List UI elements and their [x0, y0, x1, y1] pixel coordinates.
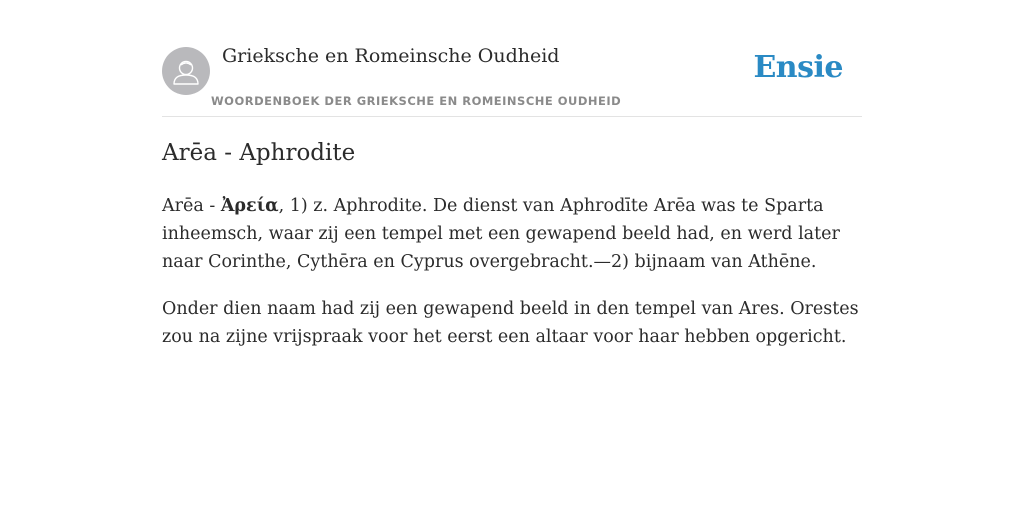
greek-term: Ἀρεία — [220, 196, 279, 216]
header — [162, 0, 862, 117]
entry-paragraph-2: Onder dien naam had zij een gewapend beeld in den tempel van Ares. Orestes zou na zijne vrijspraak voor het eerst een altaar voor haar hebben opgericht. — [162, 299, 859, 347]
book-subtitle: WOORDENBOEK DER GRIEKSCHE EN ROMEINSCHE OUDHEID — [211, 94, 622, 108]
user-icon-graphic — [162, 47, 210, 95]
brand-logo[interactable]: Ensie — [753, 50, 843, 85]
book-title[interactable]: Grieksche en Romeinsche Oudheid — [222, 45, 560, 67]
user-icon[interactable] — [162, 47, 210, 95]
entry-body — [162, 192, 862, 370]
page-container — [162, 0, 862, 347]
entry-title: Arēa - Aphrodite — [162, 140, 356, 166]
entry-paragraph-1 — [162, 192, 862, 276]
entry-paragraph-1-text: , 1) z. Aphrodite. De dienst van Aphrodīte Arēa was te Sparta inheemsch, waar zij een tempel met een gewapend beeld had, en werd later naar Corinthe, Cythēra en Cyprus overgebracht.—2) bijnaam van Athēne. — [162, 196, 840, 272]
entry-lead: Arēa - — [162, 196, 221, 216]
